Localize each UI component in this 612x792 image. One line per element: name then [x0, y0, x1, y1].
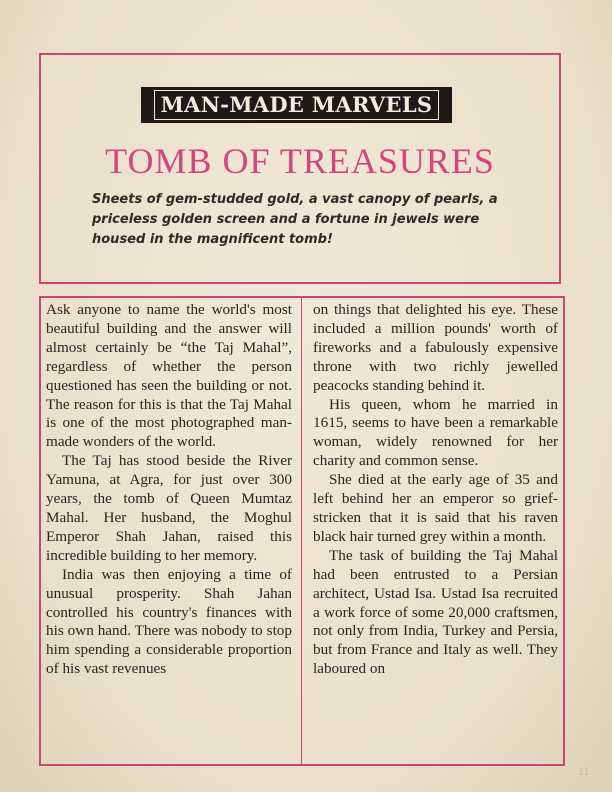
page-number: 11: [578, 766, 590, 778]
series-banner: [141, 87, 452, 123]
paragraph: The task of building the Taj Mahal had been entrusted to a Persian architect, Ustad Isa. Ustad Isa recruited a work force of some 20,000 craftsmen, not only from India, Turkey and Persia, but from France and Italy as well. They laboured on: [313, 546, 558, 678]
paragraph: His queen, whom he married in 1615, seems to have been a remarkable woman, widely renowned for her charity and common sense.: [313, 395, 558, 470]
right-column: [313, 301, 558, 679]
paragraph: Ask anyone to name the world's most beautiful building and the answer will almost certainly be “the Taj Mahal”, regardless of whether the person questioned has seen the building or not. The reason for this is that the Taj Mahal is one of the most photographed man-made wonders of the world.: [46, 301, 292, 451]
article-deck: Sheets of gem-studded gold, a vast canopy of pearls, a priceless golden screen and a fortune in jewels were housed in the magnificent tomb!: [92, 192, 498, 247]
paragraph: on things that delighted his eye. These included a million pounds' worth of fireworks and a fabulously expensive throne with two richly jewelled peacocks standing behind it.: [313, 301, 558, 394]
column-divider: [301, 298, 302, 764]
paragraph: She died at the early age of 35 and left behind her an emperor so grief-stricken that it is said that his raven black hair turned grey within a month.: [313, 471, 558, 545]
paragraph: The Taj has stood beside the River Yamuna, at Agra, for just over 300 years, the tomb of Queen Mumtaz Mahal. Her husband, the Moghul Emperor Shah Jahan, raised this incredible building to her memory.: [46, 452, 292, 564]
left-column: [46, 301, 292, 679]
article-title: TOMB OF TREASURES: [105, 141, 495, 181]
series-label: MAN-MADE MARVELS: [154, 90, 440, 120]
paragraph: India was then enjoying a time of unusual prosperity. Shah Jahan controlled his country's finances with his own hand. There was nobody to stop him spending a considerable proportion of his vast revenues: [46, 565, 292, 678]
